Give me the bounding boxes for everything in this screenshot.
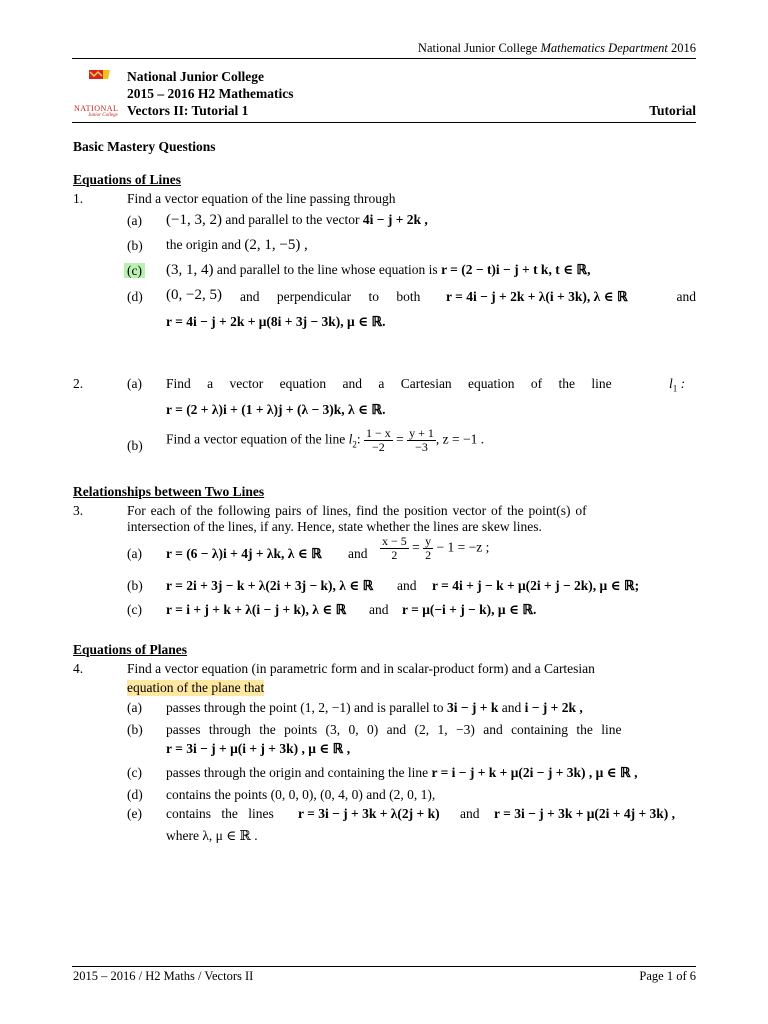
- footer-left: 2015 – 2016 / H2 Maths / Vectors II: [73, 969, 254, 983]
- q3-stem-1: For each of the following pairs of lines, find the position vector of the point(s) of: [127, 503, 587, 518]
- q3a-and: and: [348, 546, 368, 561]
- q3a-fraction-2: $\frac{y}{2}$: [425, 534, 432, 562]
- college-logo: [74, 68, 124, 118]
- q4a-label: (a): [127, 700, 142, 715]
- q3a-eq: r = (6 − λ)i + 4j + λk, λ ∈ ℝ: [166, 546, 322, 561]
- q1a-label: (a): [127, 213, 142, 228]
- section-equations-of-planes: Equations of Planes: [73, 642, 188, 657]
- q3c-label: (c): [127, 602, 142, 617]
- q4b-eq: r = 3i − j + μ(i + j + 3k) , μ ∈ ℝ ,: [166, 741, 351, 756]
- q2-number: 2.: [73, 376, 84, 391]
- q2b-fraction-2: $\frac{y + 1}{-3}$: [409, 426, 434, 454]
- q4-number: 4.: [73, 661, 84, 676]
- q3a-fraction-1: $\frac{x - 5}{2}$: [382, 534, 407, 562]
- q4b-label: (b): [127, 722, 143, 737]
- q1c-label: (c): [124, 263, 145, 279]
- q1d-eq2: r = 4i − j + 2k + μ(8i + 3j − 3k), μ ∈ ℝ.: [166, 314, 386, 329]
- q4e-where: where λ, μ ∈ ℝ .: [166, 828, 258, 843]
- footer-rule: [72, 966, 696, 967]
- q2b-label: (b): [127, 438, 143, 453]
- q3-number: 3.: [73, 503, 84, 518]
- q4e-eq1: r = 3i − j + 3k + λ(2j + k): [298, 806, 440, 821]
- q3b-label: (b): [127, 578, 143, 593]
- q1d-label: (d): [127, 289, 143, 304]
- q4c-text: passes through the origin and containing the line r = i − j + k + μ(2i − j + 3k) , μ ∈ ℝ ,: [166, 765, 638, 780]
- q2a-line-name: $l_1$ :: [669, 376, 686, 394]
- logo-text: NATIONAL: [74, 104, 119, 113]
- q1-stem: Find a vector equation of the line passing through: [127, 191, 396, 206]
- q1b-text: the origin and (2, 1, −5) ,: [166, 237, 308, 253]
- q1-number: 1.: [73, 191, 84, 206]
- q1d-eq1: r = 4i − j + 2k + λ(i + 3k), λ ∈ ℝ: [446, 289, 628, 304]
- q1d-and: and: [676, 289, 696, 304]
- q2a-text: Find a vector equation and a Cartesian equation of the line: [166, 376, 612, 391]
- q1a-text: (−1, 3, 2) and parallel to the vector 4i − j + 2k ,: [166, 212, 428, 228]
- q3b-eq1: r = 2i + 3j − k + λ(2i + 3j − k), λ ∈ ℝ: [166, 578, 374, 593]
- logo-subtext: Junior College: [88, 113, 118, 118]
- q1c-text: (3, 1, 4) and parallel to the line whose equation is r = (2 − t)i − j + t k, t ∈ ℝ,: [166, 262, 591, 278]
- q3a-cartesian: $\frac{x - 5}{2}$ = $\frac{y}{2}$ − 1 = −z ;: [382, 534, 490, 562]
- q4-stem-1: Find a vector equation (in parametric form and in scalar-product form) and a Cartesian: [127, 661, 595, 676]
- running-header: National Junior College Mathematics Department 2016: [417, 41, 696, 55]
- q3c-and: and: [369, 602, 389, 617]
- title-line-3: Vectors II: Tutorial 1: [127, 103, 249, 118]
- q1d-text: and perpendicular to both: [240, 289, 421, 304]
- title-rule: [72, 122, 696, 123]
- q3b-eq2: r = 4i + j − k + μ(2i + j − 2k), μ ∈ ℝ;: [432, 578, 640, 593]
- q4e-and: and: [460, 806, 480, 821]
- footer-page-number: Page 1 of 6: [639, 969, 696, 983]
- q4d-label: (d): [127, 787, 143, 802]
- header-rule: [72, 58, 696, 59]
- q3a-label: (a): [127, 546, 142, 561]
- q4d-text: contains the points (0, 0, 0), (0, 4, 0) and (2, 0, 1),: [166, 787, 436, 802]
- q2b-fraction-1: $\frac{1 - x}{-2}$: [365, 426, 391, 454]
- q3b-and: and: [397, 578, 417, 593]
- q4e-eq2: r = 3i − j + 3k + μ(2i + 4j + 3k) ,: [494, 806, 676, 821]
- title-right: Tutorial: [649, 103, 696, 118]
- q4e-label: (e): [127, 806, 142, 821]
- q4c-label: (c): [127, 765, 142, 780]
- q1b-label: (b): [127, 238, 143, 253]
- q3-stem-2: intersection of the lines, if any. Hence, state whether the lines are skew lines.: [127, 519, 542, 534]
- q1d-point: (0, −2, 5): [166, 287, 222, 303]
- title-line-2: 2015 – 2016 H2 Mathematics: [127, 86, 294, 101]
- title-line-1: National Junior College: [127, 69, 265, 84]
- q3c-eq1: r = i + j + k + λ(i − j + k), λ ∈ ℝ: [166, 602, 347, 617]
- q4e-text: contains the lines: [166, 806, 274, 821]
- section-relationships: Relationships between Two Lines: [73, 484, 265, 499]
- q4a-text: passes through the point (1, 2, −1) and is parallel to 3i − j + k and i − j + 2k ,: [166, 700, 583, 715]
- q2a-eq: r = (2 + λ)i + (1 + λ)j + (λ − 3)k, λ ∈ ℝ.: [166, 402, 386, 417]
- q4b-text: passes through the points (3, 0, 0) and (2, 1, −3) and containing the line: [166, 722, 622, 737]
- section-equations-of-lines: Equations of Lines: [73, 172, 182, 187]
- q4-stem-2: equation of the plane that: [127, 680, 265, 695]
- section-basic-mastery: Basic Mastery Questions: [73, 139, 216, 154]
- q3c-eq2: r = μ(−i + j − k), μ ∈ ℝ.: [402, 602, 537, 617]
- q2a-label: (a): [127, 376, 142, 391]
- q2b-text: Find a vector equation of the line $l_2$: $\frac{1 - x}{-2}$ = $\frac{y + 1}{-3}$ , z = −1 .: [166, 426, 485, 454]
